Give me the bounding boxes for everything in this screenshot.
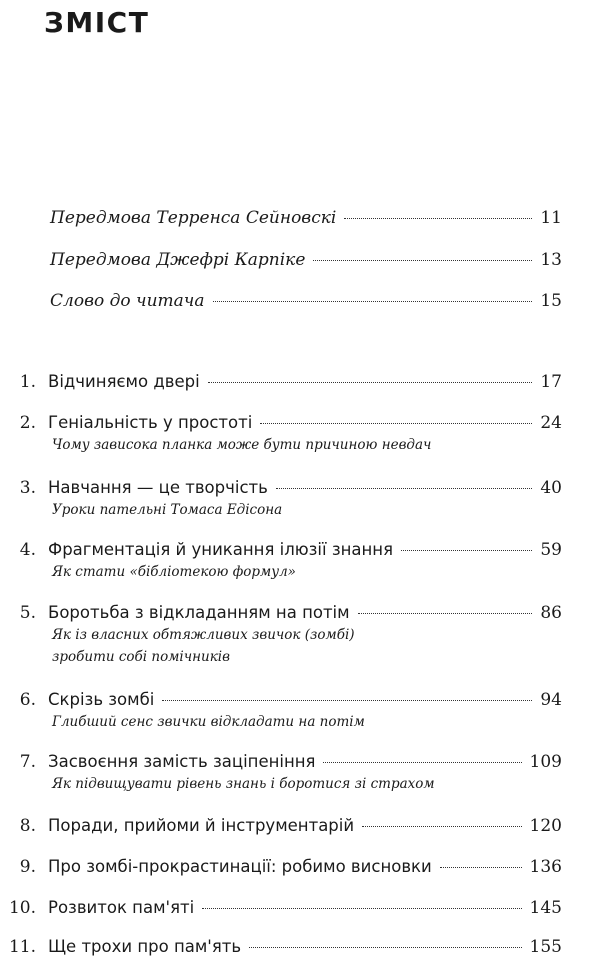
chapter-subtitle: Чому зависока планка може бути причиною невдач bbox=[52, 437, 432, 453]
chapter-number: 7. bbox=[19, 752, 36, 772]
leader-dots bbox=[401, 550, 532, 551]
leader-dots bbox=[208, 382, 533, 383]
leader-dots bbox=[202, 908, 521, 909]
chapter-title: Геніальність у простоті bbox=[48, 413, 253, 432]
toc-entry-title: Слово до читача bbox=[50, 291, 205, 311]
chapter-number: 10. bbox=[8, 898, 36, 918]
toc-page-number: 17 bbox=[540, 372, 562, 392]
toc-page-number: 94 bbox=[540, 690, 562, 710]
chapter-subtitle: Як стати «бібліотекою формул» bbox=[52, 564, 296, 580]
leader-dots bbox=[362, 826, 521, 827]
chapter-number: 2. bbox=[19, 413, 36, 433]
toc-page-number: 86 bbox=[540, 603, 562, 623]
chapter-subtitle: зробити собі помічників bbox=[52, 649, 230, 665]
chapter-subtitle: Як із власних обтяжливих звичок (зомбі) bbox=[52, 627, 355, 643]
chapter-number: 6. bbox=[19, 690, 36, 710]
leader-dots bbox=[313, 260, 532, 261]
leader-dots bbox=[260, 423, 532, 424]
chapter-title: Розвиток пам'яті bbox=[48, 898, 195, 917]
leader-dots bbox=[344, 218, 532, 219]
chapter-subtitle: Глибший сенс звички відкладати на потім bbox=[52, 714, 365, 730]
toc-page-number: 40 bbox=[540, 478, 562, 498]
toc-page-number: 109 bbox=[529, 752, 562, 772]
toc-entry-title: Передмова Терренса Сейновскі bbox=[50, 208, 337, 228]
leader-dots bbox=[276, 488, 532, 489]
leader-dots bbox=[323, 762, 521, 763]
chapter-title: Фрагментація й уникання ілюзії знання bbox=[48, 540, 394, 559]
toc-page-number: 24 bbox=[540, 413, 562, 433]
leader-dots bbox=[249, 947, 521, 948]
leader-dots bbox=[440, 867, 522, 868]
chapter-title: Поради, прийоми й інструментарій bbox=[48, 816, 355, 835]
chapter-number: 9. bbox=[19, 857, 36, 877]
leader-dots bbox=[162, 700, 532, 701]
chapter-title: Ще трохи про пам'ять bbox=[48, 937, 242, 956]
chapter-number: 1. bbox=[19, 372, 36, 392]
leader-dots bbox=[358, 613, 533, 614]
chapter-title: Про зомбі-прокрастинації: робимо висновки bbox=[48, 857, 432, 876]
toc-page-number: 145 bbox=[529, 898, 562, 918]
chapter-title: Засвоєння замість заціпеніння bbox=[48, 752, 316, 771]
toc-page-number: 155 bbox=[529, 937, 562, 957]
chapter-subtitle: Як підвищувати рівень знань і боротися зі страхом bbox=[52, 776, 435, 792]
toc-page-number: 13 bbox=[540, 250, 562, 270]
toc-page-number: 136 bbox=[529, 857, 562, 877]
leader-dots bbox=[213, 301, 533, 302]
chapter-title: Скрізь зомбі bbox=[48, 690, 155, 709]
toc-entry-title: Передмова Джефрі Карпіке bbox=[50, 250, 306, 270]
chapter-subtitle: Уроки пательні Томаса Едісона bbox=[52, 502, 283, 518]
toc-page-number: 15 bbox=[540, 291, 562, 311]
toc-page-number: 120 bbox=[529, 816, 562, 836]
page-title: ЗМІСТ bbox=[44, 6, 150, 39]
chapter-title: Навчання — це творчість bbox=[48, 478, 268, 497]
chapter-number: 8. bbox=[19, 816, 36, 836]
chapter-number: 5. bbox=[19, 603, 36, 623]
chapter-number: 4. bbox=[19, 540, 36, 560]
chapter-number: 3. bbox=[19, 478, 36, 498]
toc-page-number: 59 bbox=[540, 540, 562, 560]
toc-page-number: 11 bbox=[540, 208, 562, 228]
chapter-title: Відчиняємо двері bbox=[48, 372, 200, 391]
chapter-number: 11. bbox=[8, 937, 36, 957]
chapter-title: Боротьба з відкладанням на потім bbox=[48, 603, 350, 622]
